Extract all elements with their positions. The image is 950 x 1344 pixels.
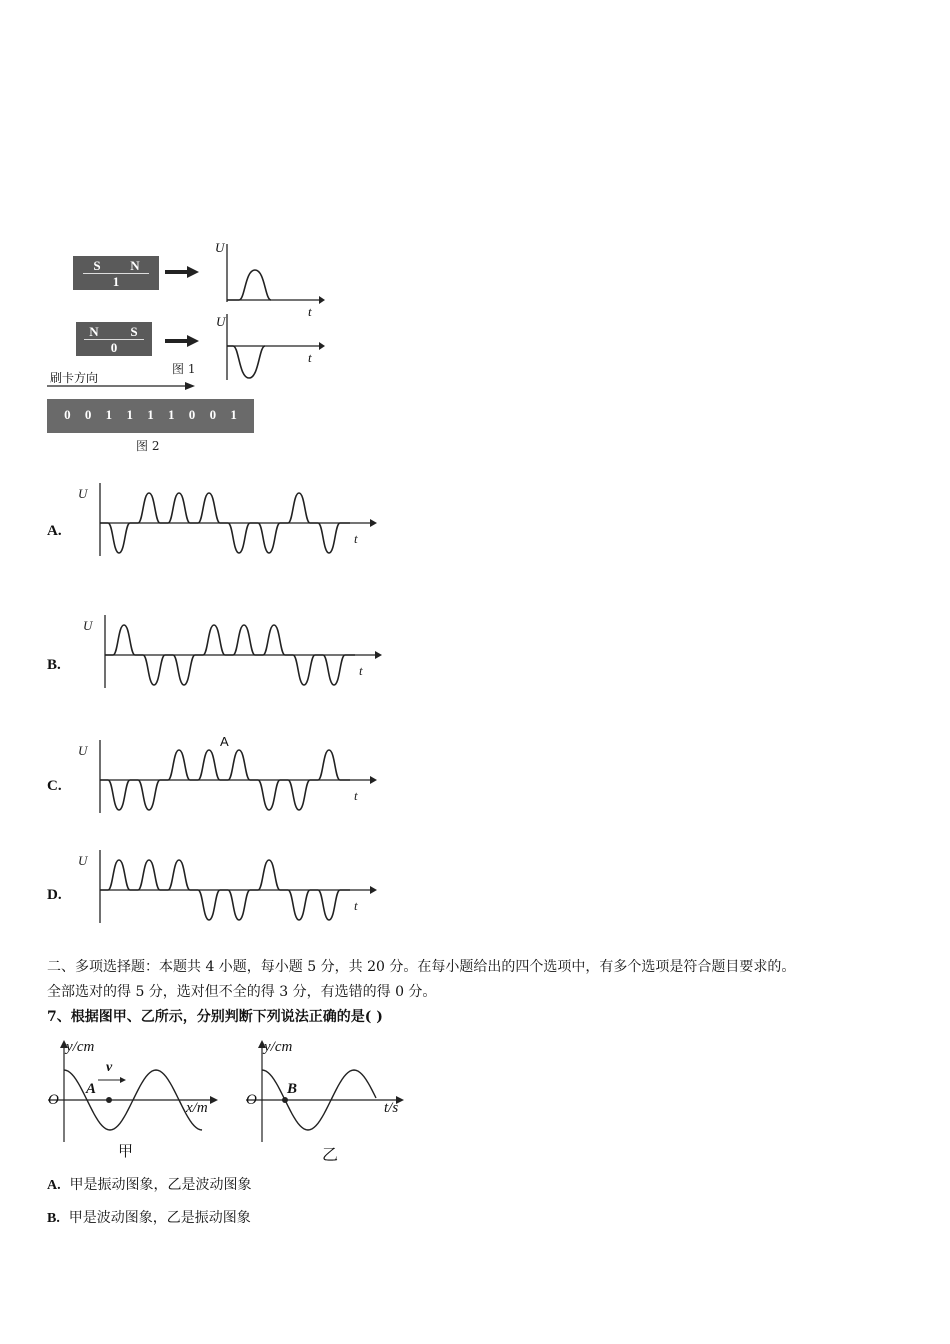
graph-jia-point: A (86, 1081, 97, 1097)
magnet-pole-left: S (93, 258, 101, 273)
section-heading-line1: 二、多项选择题：本题共 4 小题，每小题 5 分，共 20 分。在每小题给出的四个选项中，有多个选项是符合题目要求的。 (47, 959, 796, 975)
axis-u-label: U (216, 314, 226, 329)
magnet-pole-right: N (130, 258, 140, 273)
graph-jia-ylabel: y/cm (66, 1039, 95, 1055)
graph-yi-ylabel: y/cm (264, 1039, 293, 1055)
pulse-series (100, 860, 350, 920)
t-axis-arrow-icon (370, 886, 377, 894)
swipe-direction-arrow-icon (47, 381, 197, 391)
graph-yi-caption: 乙 (322, 1145, 339, 1164)
figure2-caption: 图 2 (136, 439, 160, 453)
axis-t-label: t (359, 663, 363, 678)
magnet-bit: 1 (112, 274, 120, 289)
axis-u-label: U (78, 743, 88, 758)
option-c-annotation: A (220, 734, 229, 749)
question-7-stem: 7、根据图甲、乙所示，分别判断下列说法正确的是( ) (47, 1009, 383, 1025)
option-b-label: B. (47, 657, 61, 673)
card-bit: 0 (64, 407, 71, 422)
axis-u-label: U (83, 618, 93, 633)
card-bit: 1 (230, 407, 237, 422)
magnet-pole-right: S (130, 324, 138, 339)
option-b-waveform (75, 610, 395, 700)
graph-jia-velocity: v (106, 1060, 113, 1075)
section-heading-line2: 全部选对的得 5 分，选对但不全的得 3 分，有选错的得 0 分。 (47, 984, 437, 1000)
axis-t-label: t (354, 788, 358, 803)
arrow-icon (165, 265, 199, 279)
arrow-icon (165, 334, 199, 348)
pulse-series (100, 750, 350, 810)
graph-yi-origin: O (246, 1092, 257, 1108)
pulse-series (105, 625, 355, 685)
option-a-waveform (70, 478, 390, 568)
option-c-label: C. (47, 778, 62, 794)
t-axis-arrow-icon (370, 776, 377, 784)
option-d-waveform (70, 845, 390, 935)
card-bit: 1 (147, 407, 154, 422)
graph-jia-origin: O (48, 1092, 59, 1108)
card-bit: 1 (168, 407, 175, 422)
choice-b[interactable] (47, 1206, 251, 1231)
choice-b-label: B. (47, 1211, 60, 1226)
graph-yi-point: B (287, 1081, 298, 1097)
axis-u-label: U (78, 486, 88, 501)
option-a-label: A. (47, 523, 62, 539)
swipe-direction-label: 刷卡方向 (50, 371, 99, 385)
card-bit: 0 (84, 407, 92, 422)
choice-a-text: 甲是振动图象，乙是波动图象 (69, 1177, 252, 1193)
card-bit: 0 (188, 407, 196, 422)
graph-jia-caption: 甲 (118, 1142, 134, 1160)
figure1-caption: 图 1 (172, 362, 196, 376)
axis-u-label: U (78, 853, 88, 868)
magnet-bit: 0 (110, 340, 118, 355)
card-bit: 1 (105, 407, 113, 422)
card-strip (47, 399, 254, 433)
graph-yi-xlabel: t/s (384, 1100, 399, 1116)
axis-u-label: U (215, 240, 225, 255)
t-axis-arrow-icon (375, 651, 382, 659)
card-bit: 0 (209, 407, 217, 422)
axis-t-label: t (308, 304, 312, 319)
pulse-series (100, 493, 350, 553)
choice-a-label: A. (47, 1178, 61, 1193)
card-bit: 1 (126, 407, 133, 422)
option-c-waveform (70, 735, 390, 825)
choice-b-text: 甲是波动图象，乙是振动图象 (68, 1210, 251, 1226)
choice-a[interactable] (47, 1173, 252, 1198)
axis-t-label: t (354, 898, 358, 913)
option-d-label: D. (47, 887, 62, 903)
axis-t-label: t (308, 350, 312, 365)
axis-t-label: t (354, 531, 358, 546)
magnet-pole-left: N (89, 324, 99, 339)
pulse-graph-negative (215, 312, 325, 384)
graph-jia-xlabel: x/m (186, 1100, 208, 1116)
magnet-strip-2 (76, 322, 152, 356)
t-axis-arrow-icon (370, 519, 377, 527)
magnet-strip-1 (73, 256, 159, 290)
